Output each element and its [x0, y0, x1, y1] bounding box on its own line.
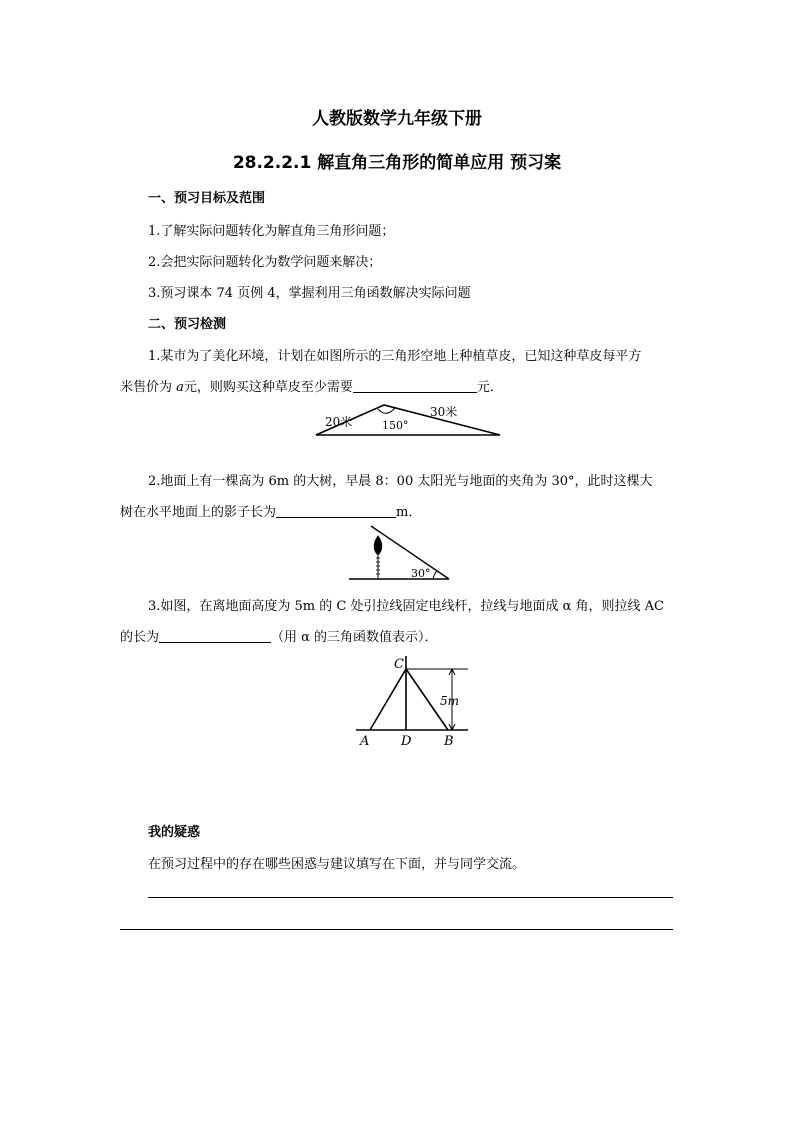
q1-triangle-figure — [300, 396, 510, 440]
section2-heading: 二、预习检测 — [148, 317, 227, 332]
q1-line2-mid: 元，则购买这种草皮至少需要 — [183, 380, 353, 395]
q3-pole-figure — [350, 652, 480, 750]
section1-heading: 一、预习目标及范围 — [148, 191, 266, 206]
q3-line2-post: （用 α 的三角函数值表示）． — [271, 630, 438, 645]
q2-tree-shadow-figure — [345, 524, 455, 584]
q2-line2-pre: 树在水平地面上的影子长为 — [120, 505, 277, 520]
q3-line1: 3.如图，在离地面高度为 5m 的 C 处引拉线固定电线杆，拉线与地面成 α 角，则拉线 AC — [148, 599, 664, 614]
tree-crown-icon — [374, 536, 382, 554]
answer-line-1[interactable] — [148, 897, 673, 898]
q1-answer-blank[interactable] — [353, 379, 477, 393]
q2-line2 — [120, 501, 421, 520]
objective-3: 3.预习课本 74 页例 4，掌握利用三角函数解决实际问题 — [148, 286, 471, 301]
q3-label-a: A — [360, 734, 370, 749]
q3-label-d: D — [401, 734, 412, 749]
doubts-heading: 我的疑惑 — [148, 825, 201, 840]
q1-label-left: 20米 — [325, 415, 353, 429]
q1-line1: 1.某市为了美化环境，计划在如图所示的三角形空地上种植草皮，已知这种草皮每平方 — [148, 349, 642, 364]
q3-line2 — [120, 626, 438, 645]
q3-label-height: 5m — [440, 694, 460, 708]
answer-line-2[interactable] — [120, 929, 673, 930]
q1-line2 — [120, 376, 503, 395]
doc-title: 人教版数学九年级下册 — [312, 109, 482, 129]
q1-line2-post: 元． — [476, 380, 503, 395]
q2-line1: 2.地面上有一棵高为 6m 的大树，早晨 8：00 太阳光与地面的夹角为 30°，此时这棵大 — [148, 474, 653, 489]
objective-1: 1.了解实际问题转化为解直角三角形问题； — [148, 224, 395, 239]
q2-answer-blank[interactable] — [276, 504, 396, 518]
q3-label-b: B — [444, 734, 454, 749]
q3-label-c: C — [394, 657, 404, 672]
q1-var: a — [176, 380, 184, 395]
q1-label-angle: 150° — [382, 419, 409, 432]
q3-answer-blank[interactable] — [159, 629, 271, 643]
objective-2: 2.会把实际问题转化为数学问题来解决； — [148, 255, 382, 270]
q3-line2-pre: 的长为 — [120, 630, 160, 645]
q2-label-angle: 30° — [411, 567, 431, 580]
doc-subtitle: 28.2.2.1 解直角三角形的简单应用 预习案 — [232, 153, 562, 173]
q2-line2-post: m． — [396, 505, 422, 520]
doubts-text: 在预习过程中的存在哪些困惑与建议填写在下面，并与同学交流。 — [148, 857, 526, 872]
q1-line2-pre: 米售价为 — [120, 380, 177, 395]
q1-label-right: 30米 — [430, 405, 458, 419]
